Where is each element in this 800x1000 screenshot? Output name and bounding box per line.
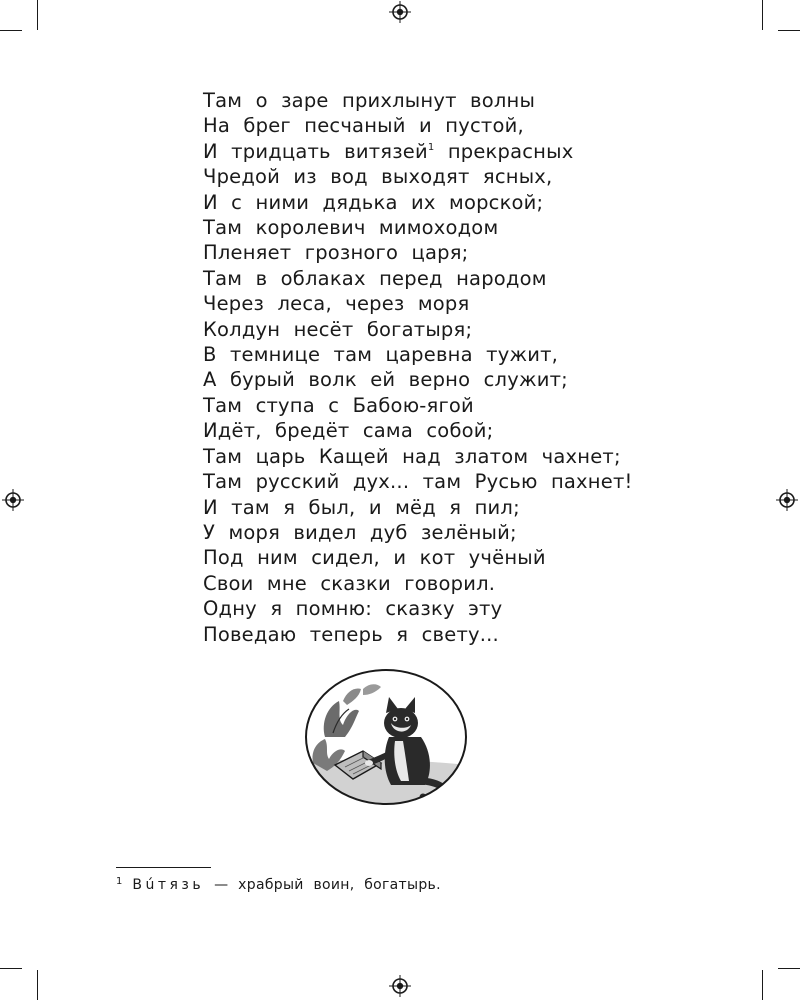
footnote-divider: [116, 867, 211, 868]
poem-line: А бурый волк ей верно служит;: [203, 368, 568, 392]
poem-line: Колдун несёт богатыря;: [203, 317, 473, 341]
footnote: [116, 873, 441, 894]
crop-mark-top-right: [762, 0, 763, 30]
poem-line: Под ним сидел, и кот учёный: [203, 546, 546, 570]
crop-mark-bottom-right-h: [778, 968, 800, 969]
poem-line: Там королевич мимоходом: [203, 216, 499, 240]
poem-line: Там в облаках перед народом: [203, 266, 547, 290]
poem-line: Чредой из вод выходят ясных,: [203, 165, 553, 189]
poem-line: Там русский дух... там Русью пахнет!: [203, 470, 633, 494]
cat-illustration: [303, 667, 469, 807]
poem-line: Идёт, бредёт сама собой;: [203, 419, 494, 443]
poem-line: В темнице там царевна тужит,: [203, 343, 559, 367]
poem-line: Там о заре прихлынут волны: [203, 89, 536, 112]
poem-line: Одну я помню: сказку эту: [203, 597, 503, 621]
footnote-mark: 1: [116, 876, 123, 887]
poem-line: Поведаю теперь я свету...: [203, 622, 499, 646]
crop-mark-top-right-h: [778, 30, 800, 31]
crop-mark-bottom-left-h: [0, 968, 22, 969]
poem-line-end: прекрасных: [447, 139, 574, 163]
registration-mark-right: [776, 489, 798, 511]
poem-line: [203, 139, 633, 164]
registration-mark-top: [389, 1, 411, 23]
poem-line: Пленяет грозного царя;: [203, 241, 469, 265]
poem-line: Там царь Кащей над златом чахнет;: [203, 444, 621, 468]
poem-line: Через леса, через моря: [203, 292, 470, 316]
registration-mark-bottom: [389, 975, 411, 997]
poem-line: И с ними дядька их морской;: [203, 190, 544, 214]
poem-line-start: И тридцать витязей: [203, 139, 428, 163]
poem-line: Там ступа с Бабою-ягой: [203, 393, 474, 417]
poem-line: На брег песчаный и пустой,: [203, 114, 524, 138]
footnote-term: Вúтязь: [132, 877, 205, 893]
crop-mark-top-left-h: [0, 30, 22, 31]
crop-mark-top-left: [37, 0, 38, 30]
crop-mark-bottom-left: [37, 970, 38, 1000]
footnote-definition: — храбрый воин, богатырь.: [214, 877, 441, 893]
footnote-reference[interactable]: 1: [427, 141, 435, 153]
poem-line: Свои мне сказки говорил.: [203, 571, 496, 595]
poem-line: И там я был, и мёд я пил;: [203, 495, 520, 519]
poem-text: [203, 88, 633, 647]
crop-mark-bottom-right: [762, 970, 763, 1000]
poem-line: У моря видел дуб зелёный;: [203, 520, 517, 544]
registration-mark-left: [2, 489, 24, 511]
